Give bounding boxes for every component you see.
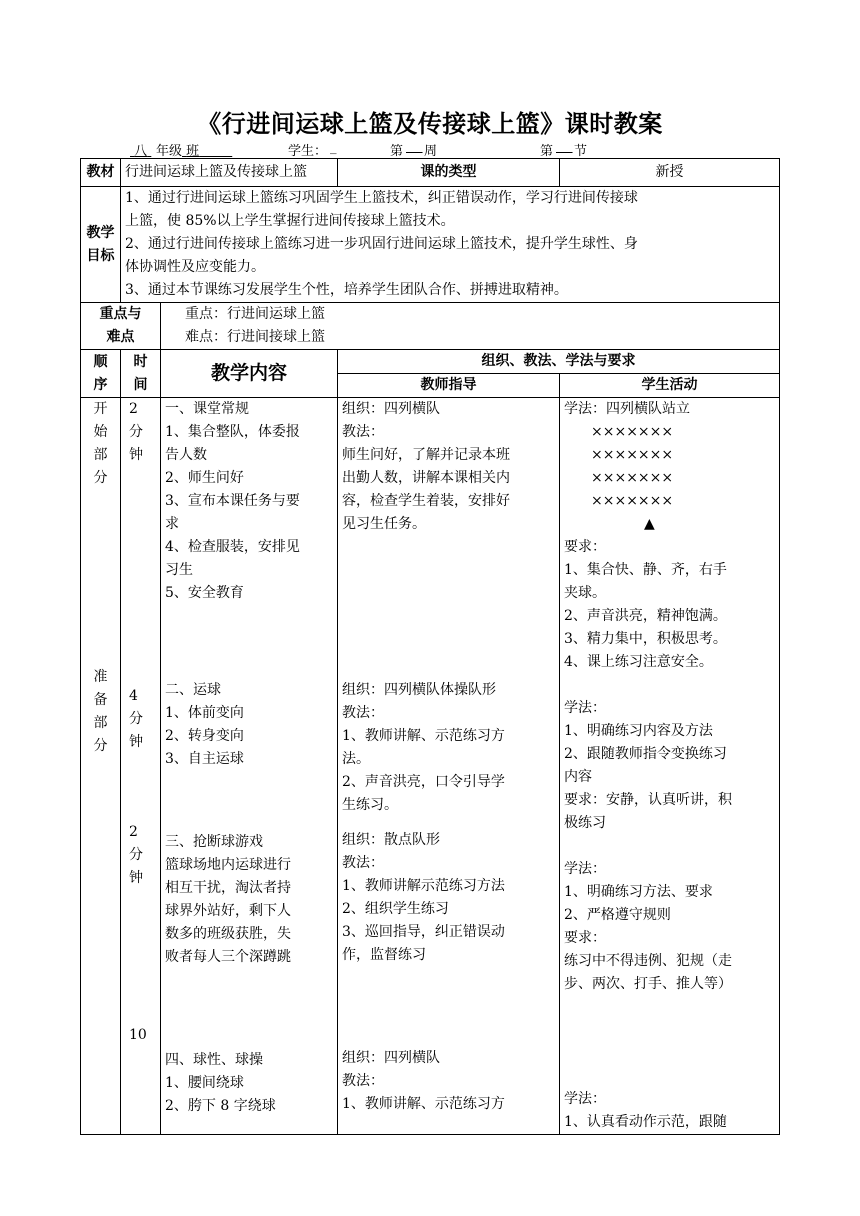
time-2: 4 分 钟	[129, 688, 143, 750]
teacher-marker-icon: ▲	[644, 516, 655, 532]
header-order: 顺 序	[81, 350, 121, 398]
formation-row: ×××××××	[591, 493, 674, 509]
student-section-3: 学法： 1、明确练习方法、要求 2、严格遵守规则 要求： 练习中不得违例、犯规（走 步、两次、打手、推人等）	[564, 861, 732, 992]
header-time: 时 间	[121, 350, 161, 398]
goals-text	[121, 187, 780, 303]
goal-line: 1、通过行进间运球上篮练习巩固学生上篮技术，纠正错误动作，学习行进间传接球	[125, 190, 638, 206]
time-4: 10	[129, 1027, 147, 1043]
header-content: 教学内容	[161, 350, 338, 398]
goals-label: 教学 目标	[81, 187, 121, 303]
formation-row: ×××××××	[591, 424, 674, 440]
material-row	[81, 159, 780, 187]
goals-row	[81, 187, 780, 303]
body-row	[81, 398, 780, 1135]
key-points-text	[161, 303, 780, 350]
content-section-2: 二、运球 1、体前变向 2、转身变向 3、自主运球	[165, 682, 244, 767]
goal-line: 上篮，使 85%以上学生掌握行进间传接球上篮技术。	[125, 213, 455, 229]
teacher-column	[338, 398, 560, 1135]
stage-prep: 准 备 部 分	[93, 669, 108, 754]
content-section-4: 四、球性、球操 1、腰间绕球 2、胯下 8 字绕球	[165, 1052, 276, 1114]
grade-value: 八	[134, 144, 148, 159]
section-suffix: 节	[574, 144, 588, 159]
lesson-type-label: 课的类型	[338, 159, 560, 187]
difficulty: 难点：行进间接球上篮	[185, 329, 325, 345]
week-blank	[406, 140, 423, 155]
section-blank	[556, 140, 573, 155]
class-info-line	[90, 140, 780, 158]
student-section-1: 学法：四列横队站立 ××××××× ××××××× ××××××× ××××××× ▲ 要求： 1、集合快、静、齐，右手 夹球。 2、声音洪亮，精神饱满。 3、精力集中，积极思考。 4、课上练习注意安全。	[564, 398, 775, 674]
time-3: 2 分 钟	[129, 824, 143, 886]
header-org: 组织、教法、学法与要求	[338, 350, 780, 374]
section-label: 第	[540, 144, 554, 159]
formation-row: ×××××××	[591, 470, 674, 486]
goal-line: 2、通过行进间传接球上篮练习进一步巩固行进间运球上篮技术，提升学生球性、身	[125, 236, 638, 252]
week-label: 第	[390, 144, 404, 159]
teacher-section-4: 组织：四列横队 教法： 1、教师讲解、示范练习方	[342, 1050, 505, 1112]
key-point: 重点：行进间运球上篮	[185, 306, 325, 322]
lesson-type-value: 新授	[560, 159, 780, 187]
student-section-4: 学法： 1、认真看动作示范，跟随	[564, 1091, 727, 1130]
grade-suffix: 年级	[156, 144, 183, 159]
content-column	[161, 398, 338, 1135]
time-column	[121, 398, 161, 1135]
stage-column	[81, 398, 121, 1135]
stage-start: 开 始 部 分	[93, 401, 108, 486]
students-value: _	[330, 140, 337, 155]
teacher-section-3: 组织：散点队形 教法： 1、教师讲解示范练习方法 2、组织学生练习 3、巡回指导，纠正错误动 作，监督练习	[342, 832, 505, 963]
goal-line: 3、通过本节课练习发展学生个性，培养学生团队合作、拼搏进取精神。	[125, 282, 568, 298]
content-section-1: 一、课堂常规 1、集合整队，体委报 告人数 2、师生问好 3、宣布本课任务与要 求 4、检查服装，安排见 习生 5、安全教育	[165, 401, 300, 601]
teacher-section-1: 组织：四列横队 教法： 师生问好，了解并记录本班 出勤人数，讲解本课相关内 容，检查学生着装，安排好 见习生任务。	[342, 401, 510, 532]
header-teacher: 教师指导	[338, 374, 560, 398]
goal-line: 体协调性及应变能力。	[125, 259, 265, 275]
class-label: 班	[186, 144, 200, 159]
student-section-2: 学法： 1、明确练习内容及方法 2、跟随教师指令变换练习 内容 要求：安静，认真听讲，积 极练习	[564, 700, 732, 831]
student-column	[560, 398, 780, 1135]
material-value: 行进间运球上篮及传接球上篮	[121, 159, 338, 187]
formation-row: ×××××××	[591, 447, 674, 463]
students-label: 学生：	[288, 144, 328, 159]
material-label: 教材	[81, 159, 121, 187]
teacher-section-2: 组织：四列横队体操队形 教法： 1、教师讲解、示范练习方 法。 2、声音洪亮，口令引导学 生练习。	[342, 682, 505, 813]
key-points-row	[81, 303, 780, 350]
header-student: 学生活动	[560, 374, 780, 398]
header-row-1	[81, 350, 780, 374]
week-suffix: 周	[424, 144, 438, 159]
content-section-3: 三、抢断球游戏 篮球场地内运球进行 相互干扰，淘汰者持 球界外站好，剩下人 数多的班级获胜，失 败者每人三个深蹲跳	[165, 834, 291, 965]
key-points-label: 重点与 难点	[81, 303, 161, 350]
time-1: 2 分 钟	[129, 401, 143, 463]
page-title: 《行进间运球上篮及传接球上篮》课时教案	[197, 110, 663, 138]
lesson-plan-table	[80, 158, 780, 1135]
